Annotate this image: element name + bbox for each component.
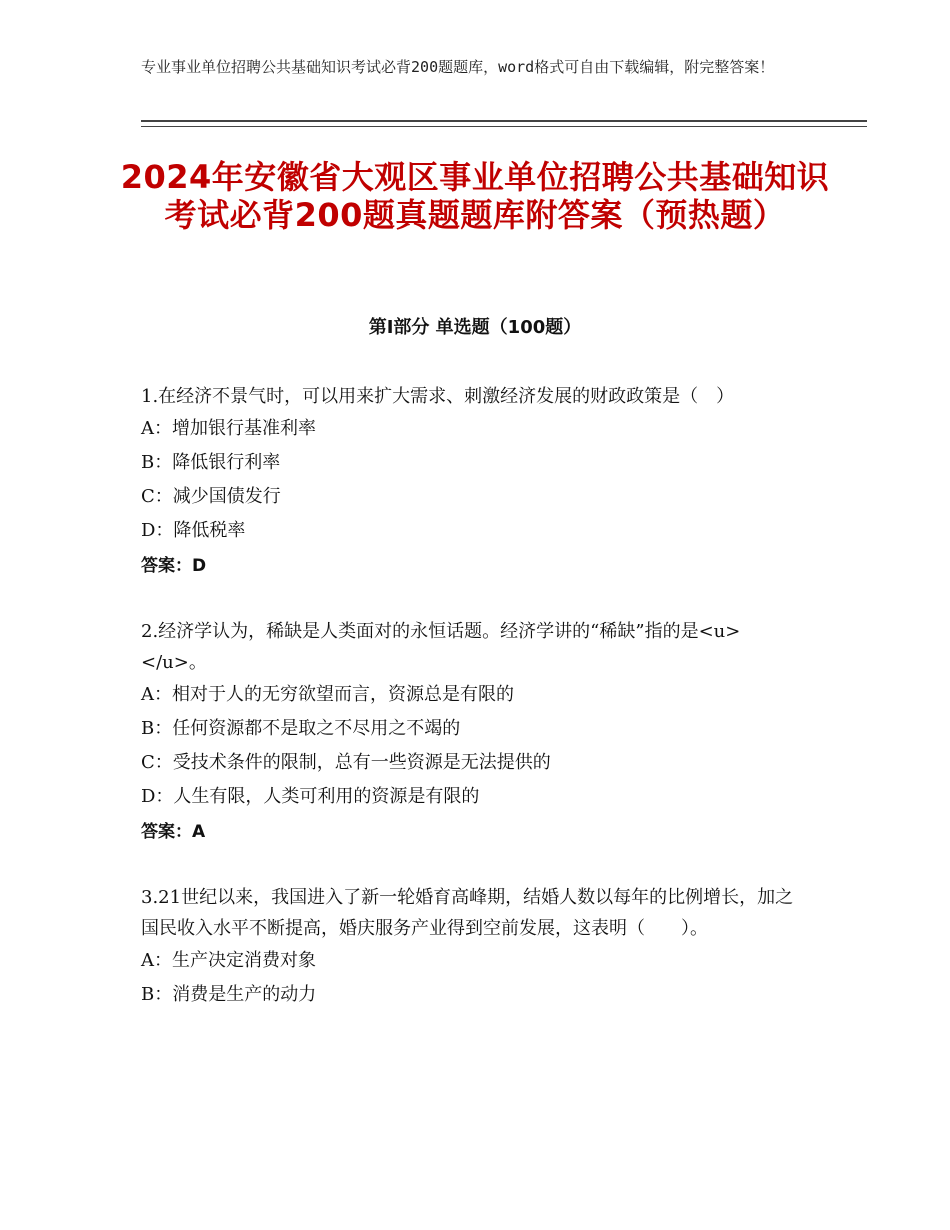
option-b: B：降低银行利率: [141, 452, 281, 473]
header-divider: [141, 120, 867, 127]
option-a: A：增加银行基准利率: [141, 418, 316, 439]
document-title: 2024年安徽省大观区事业单位招聘公共基础知识考试必背200题真题题库附答案（预热题）: [120, 158, 830, 234]
option-b: B：任何资源都不是取之不尽用之不竭的: [141, 718, 461, 739]
question-stem: 3.21世纪以来，我国进入了新一轮婚育高峰期，结婚人数以每年的比例增长，加之国民收入水平不断提高，婚庆服务产业得到空前发展，这表明（ ）。: [141, 887, 794, 939]
question-1: [141, 381, 809, 584]
header-note: 专业事业单位招聘公共基础知识考试必背200题题库，word格式可自由下载编辑，附完整答案！: [141, 58, 775, 76]
option-d: D：降低税率: [141, 520, 246, 541]
option-c: C：减少国债发行: [141, 486, 281, 507]
option-c: C：受技术条件的限制，总有一些资源是无法提供的: [141, 752, 551, 773]
answer: 答案：D: [141, 556, 207, 576]
answer: 答案：A: [141, 822, 206, 842]
option-a: A：相对于人的无穷欲望而言，资源总是有限的: [141, 684, 514, 705]
question-stem: 2.经济学认为，稀缺是人类面对的永恒话题。经济学讲的“稀缺”指的是<u> </u>。: [141, 621, 795, 673]
option-d: D：人生有限，人类可利用的资源是有限的: [141, 786, 480, 807]
option-a: A：生产决定消费对象: [141, 950, 316, 971]
question-stem: 1.在经济不景气时，可以用来扩大需求、刺激经济发展的财政政策是（ ）: [141, 386, 735, 407]
question-list: [141, 381, 809, 1044]
question-2: [141, 616, 809, 850]
question-3: [141, 882, 809, 1012]
section-title: 第Ⅰ部分 单选题（100题）: [368, 317, 582, 338]
option-b: B：消费是生产的动力: [141, 984, 317, 1005]
